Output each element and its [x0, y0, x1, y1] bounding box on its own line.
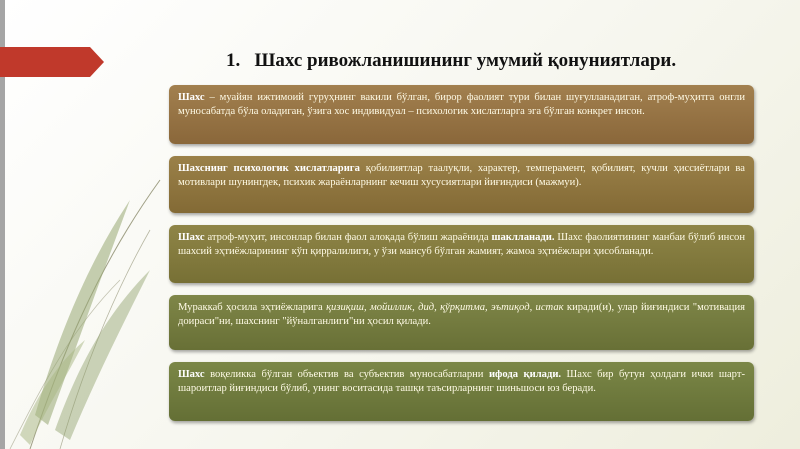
content-box-5	[169, 362, 754, 421]
content-box-1	[169, 85, 754, 144]
box-1-bold-lead: Шахс	[178, 92, 205, 103]
box-3-bold-mid: шаклланади.	[491, 232, 555, 243]
title-accent-arrow	[0, 47, 104, 77]
box-1-text: – муайян ижтимоий гуруҳнинг вакили бўлган, бирор фаолият тури билан шуғулланадиган, атроф-муҳитга онгли муносабатда бўла оладиган, ўзига хос индивидуал – психологик хислатларга эга бўлган конкрет инсон.	[178, 92, 745, 117]
box-4-text-b: киради(и), улар йиғиндиси "мотивация доираси"ни, шахснинг "йўналганлиги"ни ҳосил қилади.	[178, 302, 745, 327]
content-box-4	[169, 295, 754, 350]
content-box-3	[169, 225, 754, 283]
box-3-text-b: Шахс фаолиятининг манбаи бўлиб инсон шахсий эҳтиёжларининг кўп қирралилиги, у ўзи мансуб бўлган жамият, жамоа эҳтиёжлари ҳисобланади.	[178, 232, 745, 257]
content-box-2	[169, 156, 754, 213]
title-number: 1.	[226, 50, 241, 71]
box-3-bold-lead: Шахс	[178, 232, 205, 243]
box-3-text-a: атроф-муҳит, инсонлар билан фаол алоқада бўлиш жараёнида	[204, 232, 492, 243]
slide-title	[226, 48, 786, 74]
box-4-italic-mid: қизиқиш, мойиллик, дид, қўрқитма, эътиқод, истак	[326, 302, 564, 313]
box-2-bold-lead: Шахснинг психологик хислатларига	[178, 163, 360, 174]
box-5-bold-mid: ифода қилади.	[488, 369, 562, 380]
box-4-text-a: Мураккаб ҳосила эҳтиёжларига	[178, 302, 327, 313]
title-text: Шахс ривожланишининг умумий қонуниятлари.	[254, 50, 677, 71]
box-5-text-a: воқеликка бўлган объектив ва субъектив муносабатларни	[204, 369, 489, 380]
box-5-text-b: Шахс бир бутун ҳолдаги ички шарт-шароитлар йиғиндиси бўлиб, унинг воситасида ташқи таъсирларнинг шиньшоси юз беради.	[178, 369, 745, 394]
box-2-text: қобилиятлар таалуқли, характер, темперамент, қобилият, кучли ҳиссиётлари ва мотивлари шунингдек, психик жараёнларнинг кечиш хусусиятлари йиғиндиси (мажмуи).	[178, 163, 745, 188]
box-5-bold-lead: Шахс	[178, 369, 205, 380]
